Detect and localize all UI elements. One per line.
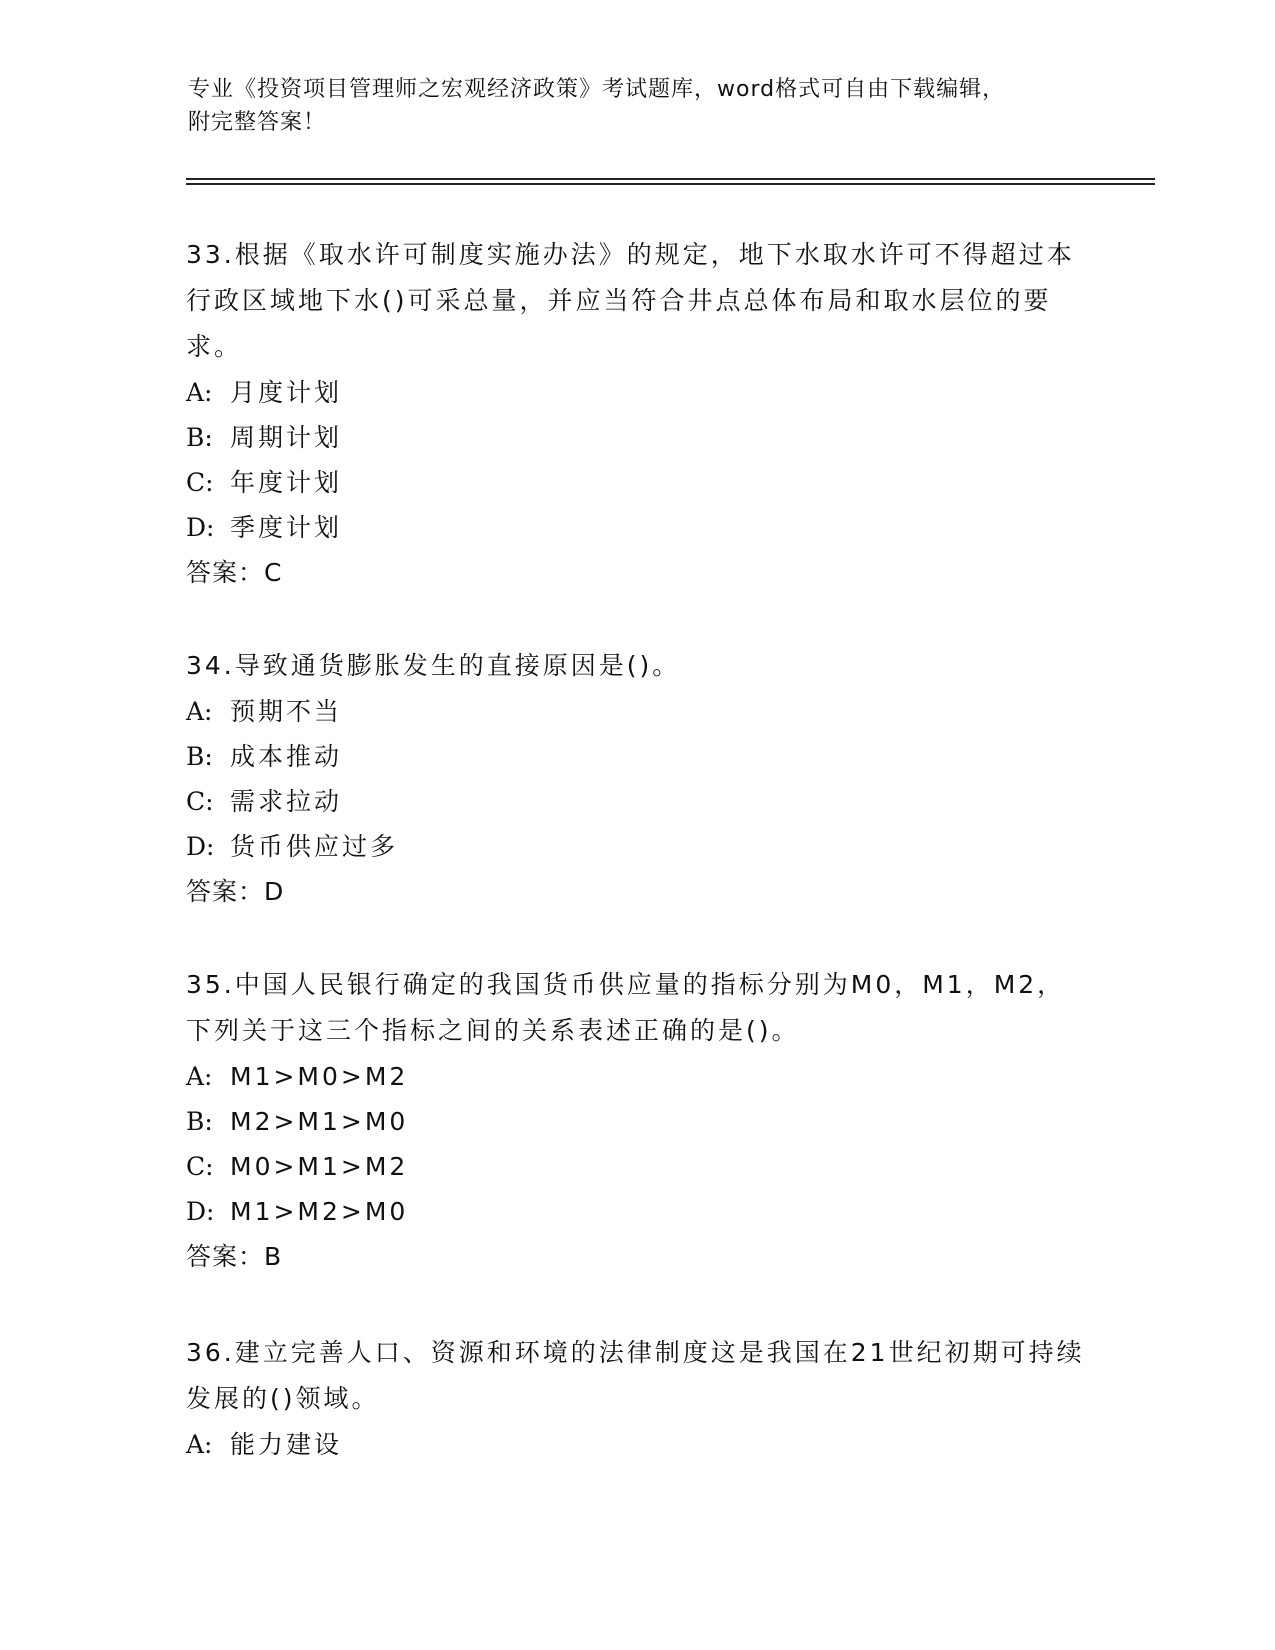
option-text: 月度计划	[230, 378, 343, 407]
option-b	[186, 734, 1086, 779]
answer-line: 答案：C	[186, 558, 283, 587]
option-c	[186, 1144, 1086, 1189]
option-letter: B:	[186, 742, 213, 771]
header-line-1: 专业《投资项目管理师之宏观经济政策》考试题库，word格式可自由下载编辑，	[188, 77, 1006, 102]
question-text: 33.根据《取水许可制度实施办法》的规定，地下水取水许可不得超过本行政区域地下水()可采总量，并应当符合井点总体布局和取水层位的要求。	[186, 240, 1075, 361]
header-divider-bottom	[186, 183, 1155, 185]
question-text: 35.中国人民银行确定的我国货币供应量的指标分别为M0，M1，M2，下列关于这三个指标之间的关系表述正确的是()。	[186, 970, 1066, 1045]
option-letter: D:	[186, 1197, 215, 1226]
option-letter: C:	[186, 1152, 214, 1181]
option-letter: D:	[186, 832, 215, 861]
question-33	[186, 232, 1086, 596]
question-35	[186, 962, 1086, 1280]
option-b	[186, 415, 1086, 460]
option-a	[186, 1422, 1086, 1467]
question-36	[186, 1330, 1086, 1467]
header-line-2: 附完整答案！	[188, 110, 327, 135]
document-header	[188, 73, 1088, 139]
option-text: M2>M1>M0	[230, 1107, 409, 1136]
option-letter: A:	[186, 378, 213, 407]
answer-line: 答案：D	[186, 877, 285, 906]
option-text: 年度计划	[230, 468, 343, 497]
option-text: 成本推动	[230, 742, 343, 771]
option-letter: A:	[186, 1062, 213, 1091]
question-34	[186, 643, 1086, 915]
option-a	[186, 1054, 1086, 1099]
option-c	[186, 779, 1086, 824]
option-a	[186, 370, 1086, 415]
option-text: 货币供应过多	[230, 832, 399, 861]
option-d	[186, 505, 1086, 550]
option-letter: C:	[186, 787, 214, 816]
option-c	[186, 460, 1086, 505]
option-text: 需求拉动	[230, 787, 343, 816]
option-text: 季度计划	[230, 513, 343, 542]
option-text: M1>M2>M0	[230, 1197, 409, 1226]
option-letter: D:	[186, 513, 215, 542]
option-text: 预期不当	[230, 697, 343, 726]
option-text: 周期计划	[230, 423, 343, 452]
option-letter: B:	[186, 423, 213, 452]
option-letter: C:	[186, 468, 214, 497]
option-text: M1>M0>M2	[230, 1062, 409, 1091]
option-letter: B:	[186, 1107, 213, 1136]
option-d	[186, 1189, 1086, 1234]
option-a	[186, 689, 1086, 734]
answer-line: 答案：B	[186, 1242, 283, 1271]
question-text: 34.导致通货膨胀发生的直接原因是()。	[186, 651, 681, 680]
header-divider-top	[186, 178, 1155, 180]
option-letter: A:	[186, 697, 213, 726]
option-d	[186, 824, 1086, 869]
option-b	[186, 1099, 1086, 1144]
question-text: 36.建立完善人口、资源和环境的法律制度这是我国在21世纪初期可持续发展的()领域。	[186, 1338, 1085, 1413]
option-text: M0>M1>M2	[230, 1152, 409, 1181]
option-text: 能力建设	[230, 1430, 343, 1459]
option-letter: A:	[186, 1430, 213, 1459]
